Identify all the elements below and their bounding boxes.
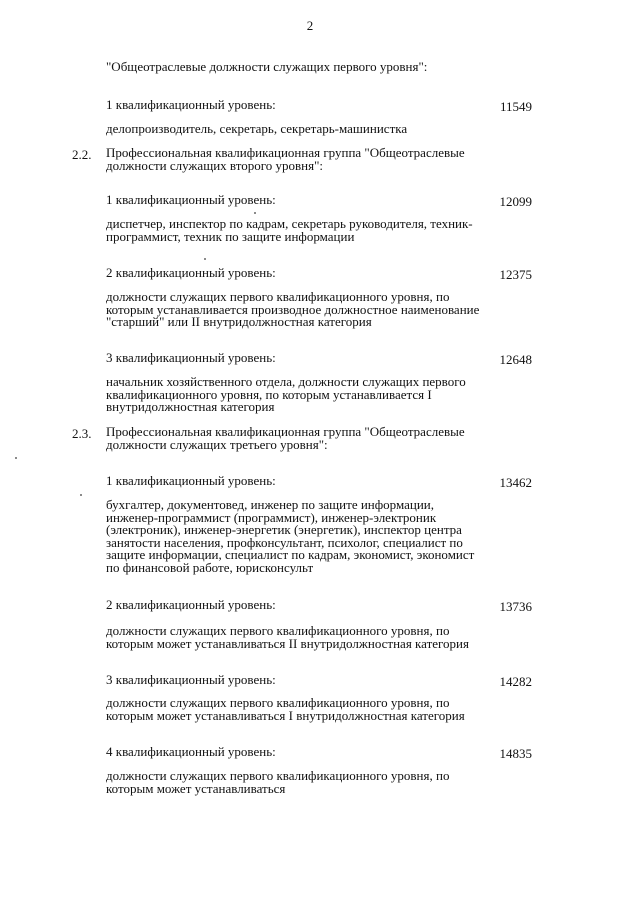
salary-value: 14835 bbox=[499, 746, 532, 761]
group-title: Профессиональная квалификационная группа "Общеотраслевые должности служащих третьего уровня": bbox=[106, 424, 465, 452]
level-label: 4 квалификационный уровень: bbox=[106, 744, 276, 759]
page-number: 2 bbox=[306, 18, 314, 33]
level-label: 3 квалификационный уровень: bbox=[106, 672, 276, 687]
level-label: 3 квалификационный уровень: bbox=[106, 350, 276, 365]
level-description: должности служащих первого квалификационного уровня, по которым может устанавливаться II внутридолжностная категория bbox=[106, 623, 469, 651]
level-label: 2 квалификационный уровень: bbox=[106, 597, 276, 612]
salary-value: 14282 bbox=[499, 674, 532, 689]
scan-speck bbox=[80, 494, 82, 496]
salary-value: 12099 bbox=[499, 194, 532, 209]
level-label: 2 квалификационный уровень: bbox=[106, 265, 276, 280]
group-title-continuation: "Общеотраслевые должности служащих первого уровня": bbox=[106, 59, 428, 74]
level-description: начальник хозяйственного отдела, должности служащих первого квалификационного уровня, по которым устанавливается I внутридолжностная категория bbox=[106, 374, 466, 414]
scan-speck bbox=[204, 258, 206, 260]
level-description: должности служащих первого квалификационного уровня, по которым устанавливается производное должностное наименование "старший" или II внутридолжностная категория bbox=[106, 289, 480, 329]
group-title: Профессиональная квалификационная группа "Общеотраслевые должности служащих второго уровня": bbox=[106, 145, 465, 173]
salary-value: 11549 bbox=[499, 99, 532, 114]
level-description: делопроизводитель, секретарь, секретарь-машинистка bbox=[106, 121, 408, 136]
level-label: 1 квалификационный уровень: bbox=[106, 97, 276, 112]
level-description: бухгалтер, документовед, инженер по защите информации, инженер-программист (программист), инженер-электроник (электроник), инженер-энергетик (энергетик), инспектор центра занятости населения, профконсультант, психолог, специалист по защите информации, специалист по кадрам, экономист, экономист по финансовой работе, юрисконсульт bbox=[106, 497, 475, 575]
level-description: диспетчер, инспектор по кадрам, секретарь руководителя, техник-программист, техник по защите информации bbox=[106, 216, 473, 244]
scan-speck bbox=[254, 212, 256, 214]
salary-value: 13736 bbox=[499, 599, 532, 614]
level-description: должности служащих первого квалификационного уровня, по которым может устанавливаться bbox=[106, 768, 450, 796]
level-label: 1 квалификационный уровень: bbox=[106, 473, 276, 488]
salary-value: 13462 bbox=[499, 475, 532, 490]
salary-value: 12375 bbox=[499, 267, 532, 282]
level-label: 1 квалификационный уровень: bbox=[106, 192, 276, 207]
salary-value: 12648 bbox=[499, 352, 532, 367]
level-description: должности служащих первого квалификационного уровня, по которым может устанавливаться I внутридолжностная категория bbox=[106, 695, 465, 723]
section-number: 2.3. bbox=[72, 426, 92, 441]
section-number: 2.2. bbox=[72, 147, 92, 162]
scan-speck bbox=[15, 457, 17, 459]
